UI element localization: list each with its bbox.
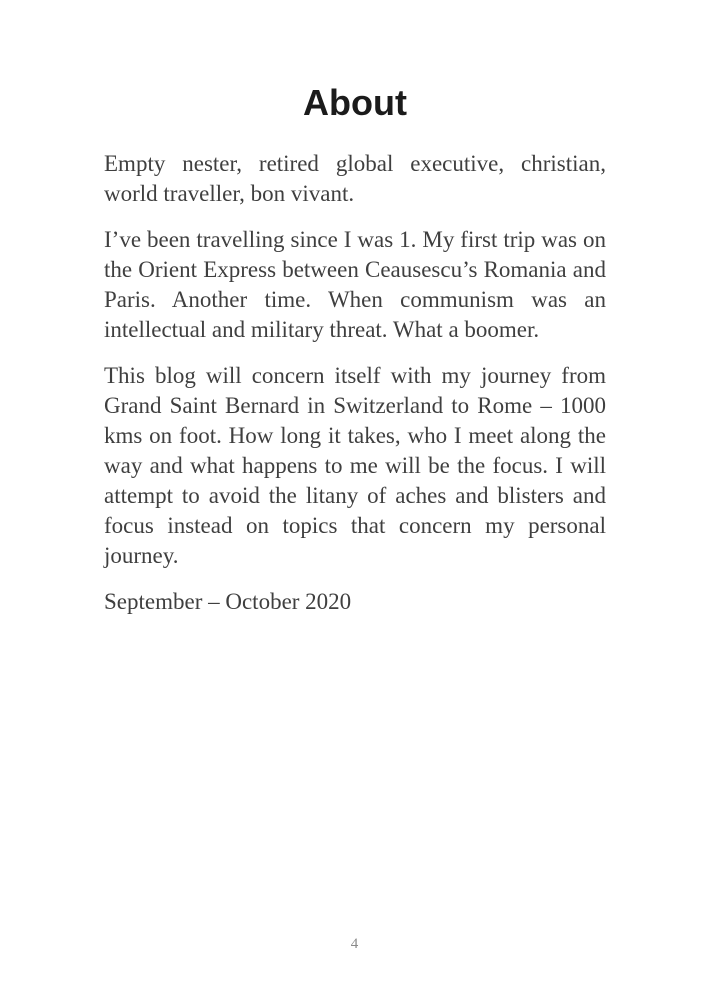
paragraph-intro: Empty nester, retired global executive, christian, world traveller, bon vivant.	[104, 151, 606, 207]
paragraph-date-range: September – October 2020	[104, 589, 352, 615]
paragraph-blog-purpose: This blog will concern itself with my journey from Grand Saint Bernard in Switzerland to Rome – 1000 kms on foot. How long it takes, who I meet along the way and what happens to me will be the focus. I will attempt to avoid the litany of aches and blisters and focus instead on topics that concern my personal journey.	[104, 363, 606, 569]
page-title: About	[303, 82, 407, 123]
paragraph-travel-history: I’ve been travelling since I was 1. My first trip was on the Orient Express between Ceausescu’s Romania and Paris. Another time. When communism was an intellectual and military threat. What a boomer.	[104, 227, 606, 343]
page-number: 4	[350, 936, 359, 952]
